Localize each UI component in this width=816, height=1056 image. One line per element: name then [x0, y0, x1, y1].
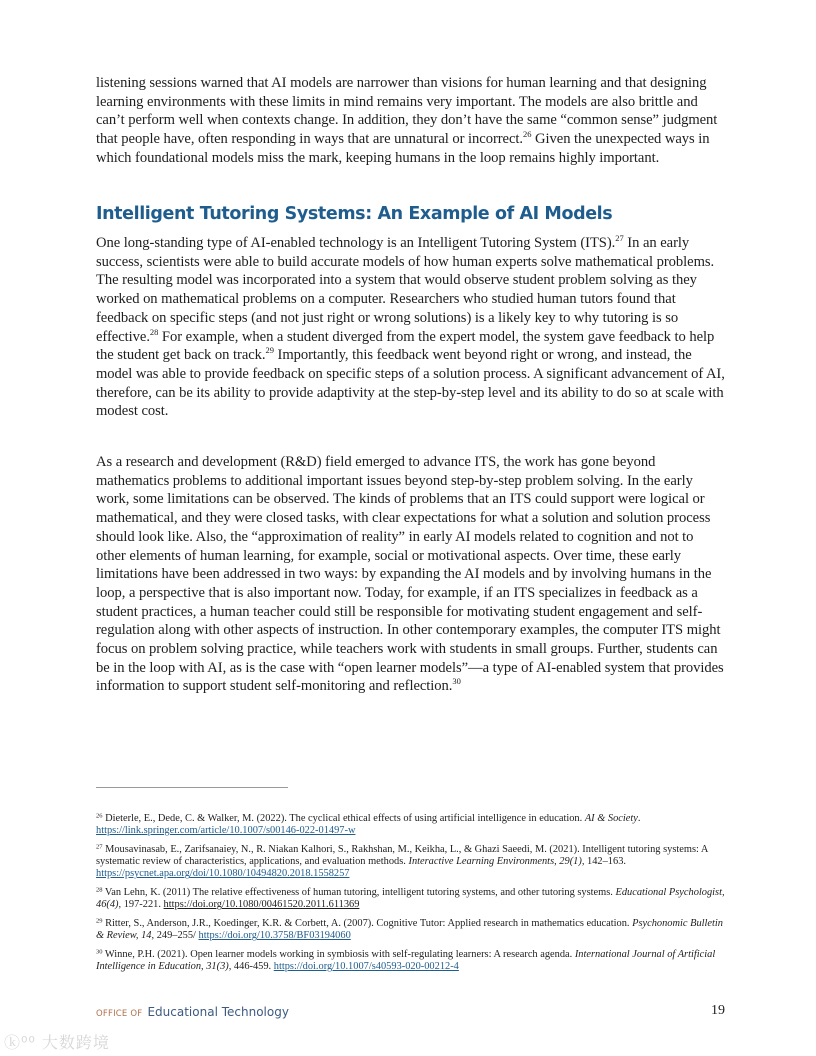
footnote-number: 29 [96, 917, 103, 925]
footnote-27 [96, 844, 726, 881]
footnote-ref-26[interactable]: 26 [523, 129, 532, 140]
footnote-journal: International Journal of Artificial Intelligence in Education, 31(3), [96, 948, 716, 973]
footnote-text: Winne, P.H. (2021). Open learner models working in symbiosis with self-regulating learners: A research agenda. [102, 948, 575, 960]
paragraph-ai-limitations [96, 74, 726, 168]
footnote-text: Mousavinasab, E., Zarifsanaiey, N., R. Niakan Kalhori, S., Rakhshan, M., Keikha, L., & Ghazi Saeedi, M. (2021). Intelligent tutoring systems: A systematic review of characteristics, applications, and evaluation methods. [96, 843, 708, 868]
footnote-text: Van Lehn, K. (2011) The relative effectiveness of human tutoring, intelligent tutoring systems, and other tutoring systems. [102, 887, 616, 899]
footnote-link[interactable]: https://link.springer.com/article/10.1007/s00146-022-01497-w [96, 825, 356, 837]
paragraph-text: listening sessions warned that AI models are narrower than visions for human learning and that designing learning environments with these limits in mind remains very important. The models are also brittle and can’t perform well when contexts change. In addition, they don’t have the same “common sense” judgment that people have, often responding in ways that are unnatural or incorrect. [96, 75, 718, 148]
paragraph-text: Importantly, this feedback went beyond right or wrong, and instead, the model was able to provide feedback on specific steps of a solution process. A significant advancement of AI, therefore, can be its ability to provide adaptivity at the step-by-step level and its ability to do so at scale with modest cost. [96, 347, 725, 420]
footnote-link[interactable]: https://doi.org/10.1007/s40593-020-00212-4 [273, 961, 459, 973]
footnote-divider [96, 787, 288, 788]
footnote-link[interactable]: https://doi.org/10.1080/00461520.2011.611369 [163, 899, 360, 911]
paragraph-text: In an early success, scientists were able to build accurate models of how human experts solve mathematical problems. The resulting model was incorporated into a system that would observe student problem solving as they worked on mathematical problems on a computer. Researchers who studied human tutors found that feedback on specific steps (and not just right or wrong solutions) is a likely key to why tutoring is so effective. [96, 235, 715, 345]
footnote-text: . [637, 813, 641, 824]
footnote-text: 142–163. [584, 856, 626, 868]
footnote-number: 26 [96, 812, 103, 820]
paragraph-text: One long-standing type of AI-enabled technology is an Intelligent Tutoring System (ITS). [96, 235, 616, 251]
page-number: 19 [711, 1003, 725, 1018]
footnote-text: 249–255/ [154, 930, 199, 942]
footnote-ref-27[interactable]: 27 [615, 233, 624, 243]
footnote-number: 28 [96, 886, 103, 894]
footer-brand-name: Educational Technology [147, 1005, 289, 1019]
footnote-number: 30 [96, 948, 103, 956]
footnote-journal: Interactive Learning Environments, 29(1), [408, 856, 585, 868]
footnote-journal: Psychonomic Bulletin & Review, 14, [96, 917, 724, 942]
footnote-26 [96, 813, 726, 838]
footer-office-label: OFFICE OF [96, 1009, 143, 1019]
footnote-ref-30[interactable]: 30 [452, 676, 461, 687]
footnote-journal: Educational Psychologist, 46(4), [96, 887, 725, 911]
paragraph-its-intro [96, 234, 726, 421]
footnote-number: 27 [96, 843, 103, 851]
footnote-29 [96, 918, 726, 943]
section-heading: Intelligent Tutoring Systems: An Example of AI Models [96, 204, 613, 224]
footnote-28 [96, 887, 726, 912]
footnote-ref-28[interactable]: 28 [149, 326, 159, 337]
footnotes-list [96, 813, 726, 980]
watermark-logo: ⓚ⁰⁰ 大数跨境 [4, 1033, 110, 1052]
paragraph-its-research [96, 453, 726, 696]
paragraph-text: As a research and development (R&D) field emerged to advance ITS, the work has gone beyond mathematics problems to additional important issues beyond step-by-step problem solving. In the early work, some limitations can be observed. The kinds of problems that an ITS could support were logical or mathematical, and they were closed tasks, with clear expectations for what a solution and solution process should look like. Also, the “approximation of reality” in early AI models related to cognition and not to other elements of human learning, for example, social or motivational aspects. Over time, these early limitations have been addressed in two ways: by expanding the AI models and by involving humans in the loop, a perspective that is also important now. Today, for example, if an ITS specializes in feedback as a student practices, a human teacher could still be responsible for motivating student engagement and self-regulation along with other aspects of instruction. In other contemporary examples, the computer ITS might focus on problem solving practice, while teachers work with students in small groups. Further, students can be in the loop with AI, as is the case with “open learner models”—a type of AI-enabled system that provides information to support student self-monitoring and reflection. [96, 454, 724, 695]
footnote-link[interactable]: https://psycnet.apa.org/doi/10.1080/10494820.2018.1558257 [96, 868, 350, 880]
footnote-link[interactable]: https://doi.org/10.3758/BF03194060 [198, 930, 351, 942]
footer-logo [96, 1001, 289, 1020]
paragraph-text: Given the unexpected ways in which foundational models miss the mark, keeping humans in the loop remains highly important. [96, 131, 710, 166]
paragraph-text: For example, when a student diverged from the expert model, the system gave feedback to help the student get back on track. [96, 328, 715, 364]
footnote-30 [96, 949, 726, 974]
footnote-text: 446-459. [231, 961, 274, 973]
footnote-ref-29[interactable]: 29 [265, 345, 274, 356]
footnote-text: Dieterle, E., Dede, C. & Walker, M. (2022). The cyclical ethical effects of using artificial intelligence in education. [102, 813, 585, 824]
footnote-text: 197-221. [121, 899, 164, 911]
footnote-journal: AI & Society [584, 813, 638, 824]
footnote-text: Ritter, S., Anderson, J.R., Koedinger, K.R. & Corbett, A. (2007). Cognitive Tutor: Applied research in mathematics education. [102, 917, 633, 929]
